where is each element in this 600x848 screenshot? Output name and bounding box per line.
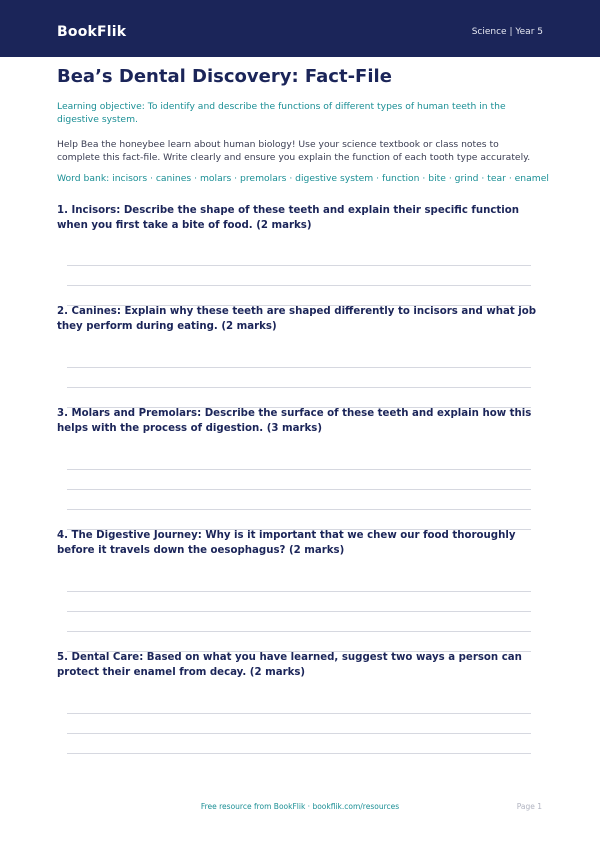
question-4: 4. The Digestive Journey: Why is it important that we chew our food thoroughly before it travels down the oesophagus? (2 marks) xyxy=(57,530,516,556)
page-title: Bea’s Dental Discovery: Fact-File xyxy=(57,66,392,87)
answer-line[interactable] xyxy=(67,733,531,734)
answer-line[interactable] xyxy=(67,611,531,612)
subject-year-label: Science | Year 5 xyxy=(471,27,543,37)
answer-line[interactable] xyxy=(67,489,531,490)
page-header xyxy=(0,0,600,57)
answer-line[interactable] xyxy=(67,631,531,632)
answer-line[interactable] xyxy=(67,713,531,714)
learning-objective: Learning objective: To identify and describe the functions of different types of human teeth in the digestive system. xyxy=(57,101,506,125)
question-5: 5. Dental Care: Based on what you have learned, suggest two ways a person can protect their enamel from decay. (2 marks) xyxy=(57,652,522,678)
question-3: 3. Molars and Premolars: Describe the surface of these teeth and explain how this helps with the process of digestion. (3 marks) xyxy=(57,408,532,434)
answer-line[interactable] xyxy=(67,285,531,286)
answer-line[interactable] xyxy=(67,367,531,368)
answer-line[interactable] xyxy=(67,753,531,754)
answer-line[interactable] xyxy=(67,265,531,266)
brand-logo[interactable]: BookFlik xyxy=(57,24,127,40)
question-1: 1. Incisors: Describe the shape of these teeth and explain their specific function when you first take a bite of food. (2 marks) xyxy=(57,205,520,231)
answer-line[interactable] xyxy=(67,509,531,510)
word-bank: Word bank: incisors · canines · molars · premolars · digestive system · function · bite · grind · tear · enamel xyxy=(57,173,549,184)
answer-line[interactable] xyxy=(67,591,531,592)
answer-line[interactable] xyxy=(67,469,531,470)
answer-line[interactable] xyxy=(67,387,531,388)
intro-text: Help Bea the honeybee learn about human biology! Use your science textbook or class notes to complete this fact-file. Write clearly and ensure you explain the function of each tooth type accurately. xyxy=(57,139,531,163)
question-2: 2. Canines: Explain why these teeth are shaped differently to incisors and what job they perform during eating. (2 marks) xyxy=(57,306,537,332)
footer-link[interactable]: Free resource from BookFlik · bookflik.com/resources xyxy=(200,802,400,811)
page-number: Page 1 xyxy=(516,802,542,811)
